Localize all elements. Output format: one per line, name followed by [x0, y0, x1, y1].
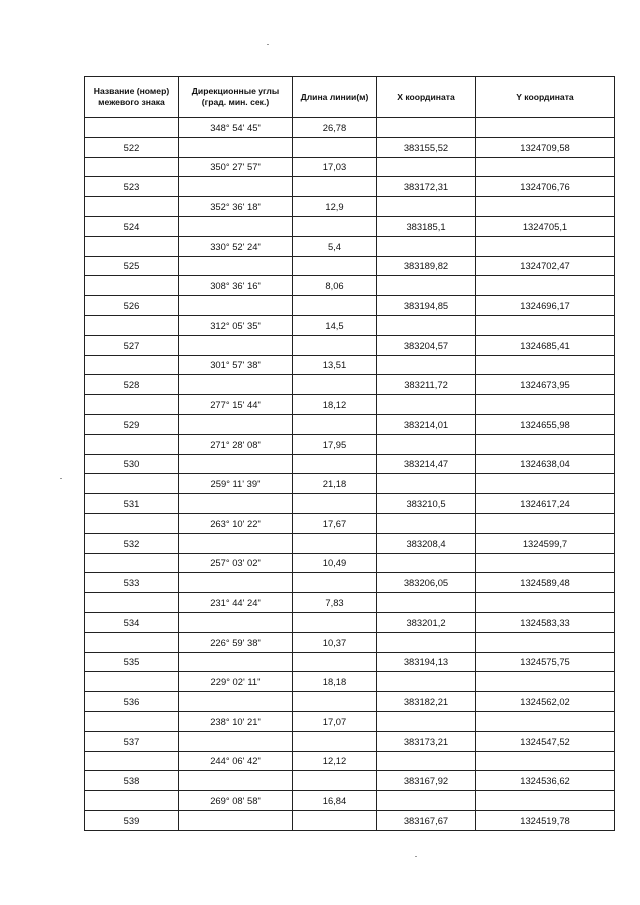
line-length-cell: 18,18	[293, 672, 377, 692]
point-row	[85, 216, 615, 236]
empty-length-cell	[293, 137, 377, 157]
empty-y-cell	[476, 157, 615, 177]
line-length-cell: 5,4	[293, 236, 377, 256]
empty-x-cell	[377, 632, 476, 652]
x-coordinate-cell: 383167,67	[377, 810, 476, 830]
empty-y-cell	[476, 276, 615, 296]
line-length-cell: 12,9	[293, 197, 377, 217]
y-coordinate-cell: 1324706,76	[476, 177, 615, 197]
empty-length-cell	[293, 335, 377, 355]
empty-length-cell	[293, 612, 377, 632]
empty-name-cell	[85, 355, 179, 375]
line-length-cell: 14,5	[293, 315, 377, 335]
x-coordinate-cell: 383214,47	[377, 454, 476, 474]
line-length-cell: 26,78	[293, 118, 377, 138]
line-length-cell: 17,67	[293, 513, 377, 533]
mark-name-cell: 530	[85, 454, 179, 474]
x-coordinate-cell: 383185,1	[377, 216, 476, 236]
y-coordinate-cell: 1324575,75	[476, 652, 615, 672]
point-row	[85, 454, 615, 474]
scan-speck	[267, 44, 269, 45]
line-row	[85, 751, 615, 771]
empty-y-cell	[476, 672, 615, 692]
empty-y-cell	[476, 434, 615, 454]
line-row	[85, 197, 615, 217]
empty-x-cell	[377, 276, 476, 296]
line-length-cell: 13,51	[293, 355, 377, 375]
empty-angle-cell	[179, 692, 293, 712]
y-coordinate-cell: 1324702,47	[476, 256, 615, 276]
header-mark-name: Название (номер) межевого знака	[85, 77, 179, 118]
empty-name-cell	[85, 197, 179, 217]
boundary-marks-table	[84, 76, 615, 831]
point-row	[85, 375, 615, 395]
table-header-row	[85, 77, 615, 118]
empty-y-cell	[476, 395, 615, 415]
mark-name-cell: 527	[85, 335, 179, 355]
y-coordinate-cell: 1324685,41	[476, 335, 615, 355]
line-length-cell: 16,84	[293, 791, 377, 811]
empty-length-cell	[293, 573, 377, 593]
empty-angle-cell	[179, 533, 293, 553]
line-row	[85, 553, 615, 573]
line-row	[85, 711, 615, 731]
x-coordinate-cell: 383194,85	[377, 296, 476, 316]
direction-angle-cell: 229° 02' 11"	[179, 672, 293, 692]
x-coordinate-cell: 383172,31	[377, 177, 476, 197]
empty-name-cell	[85, 751, 179, 771]
y-coordinate-cell: 1324696,17	[476, 296, 615, 316]
line-row	[85, 157, 615, 177]
empty-y-cell	[476, 593, 615, 613]
empty-y-cell	[476, 553, 615, 573]
empty-name-cell	[85, 236, 179, 256]
empty-y-cell	[476, 197, 615, 217]
empty-x-cell	[377, 395, 476, 415]
x-coordinate-cell: 383210,5	[377, 494, 476, 514]
empty-length-cell	[293, 652, 377, 672]
empty-name-cell	[85, 513, 179, 533]
direction-angle-cell: 308° 36' 16"	[179, 276, 293, 296]
point-row	[85, 256, 615, 276]
mark-name-cell: 528	[85, 375, 179, 395]
y-coordinate-cell: 1324599,7	[476, 533, 615, 553]
empty-length-cell	[293, 256, 377, 276]
empty-angle-cell	[179, 256, 293, 276]
scan-speck	[415, 856, 417, 857]
mark-name-cell: 536	[85, 692, 179, 712]
x-coordinate-cell: 383155,52	[377, 137, 476, 157]
empty-x-cell	[377, 236, 476, 256]
empty-y-cell	[476, 632, 615, 652]
empty-name-cell	[85, 474, 179, 494]
point-row	[85, 177, 615, 197]
x-coordinate-cell: 383211,72	[377, 375, 476, 395]
point-row	[85, 731, 615, 751]
line-length-cell: 17,03	[293, 157, 377, 177]
empty-y-cell	[476, 118, 615, 138]
empty-angle-cell	[179, 177, 293, 197]
mark-name-cell: 526	[85, 296, 179, 316]
y-coordinate-cell: 1324617,24	[476, 494, 615, 514]
line-length-cell: 21,18	[293, 474, 377, 494]
empty-length-cell	[293, 454, 377, 474]
point-row	[85, 652, 615, 672]
empty-angle-cell	[179, 810, 293, 830]
empty-x-cell	[377, 672, 476, 692]
mark-name-cell: 525	[85, 256, 179, 276]
empty-name-cell	[85, 434, 179, 454]
empty-angle-cell	[179, 216, 293, 236]
empty-y-cell	[476, 513, 615, 533]
direction-angle-cell: 350° 27' 57"	[179, 157, 293, 177]
y-coordinate-cell: 1324536,62	[476, 771, 615, 791]
line-row	[85, 118, 615, 138]
empty-name-cell	[85, 395, 179, 415]
empty-length-cell	[293, 375, 377, 395]
empty-name-cell	[85, 276, 179, 296]
empty-angle-cell	[179, 335, 293, 355]
empty-x-cell	[377, 157, 476, 177]
x-coordinate-cell: 383182,21	[377, 692, 476, 712]
line-row	[85, 672, 615, 692]
empty-y-cell	[476, 474, 615, 494]
table-body	[85, 118, 615, 831]
y-coordinate-cell: 1324547,52	[476, 731, 615, 751]
direction-angle-cell: 312° 05' 35"	[179, 315, 293, 335]
empty-name-cell	[85, 711, 179, 731]
point-row	[85, 573, 615, 593]
x-coordinate-cell: 383201,2	[377, 612, 476, 632]
x-coordinate-cell: 383214,01	[377, 414, 476, 434]
header-line-length: Длина линии(м)	[293, 77, 377, 118]
empty-x-cell	[377, 315, 476, 335]
mark-name-cell: 539	[85, 810, 179, 830]
line-length-cell: 10,49	[293, 553, 377, 573]
empty-x-cell	[377, 593, 476, 613]
empty-length-cell	[293, 296, 377, 316]
line-length-cell: 10,37	[293, 632, 377, 652]
x-coordinate-cell: 383206,05	[377, 573, 476, 593]
y-coordinate-cell: 1324562,02	[476, 692, 615, 712]
y-coordinate-cell: 1324638,04	[476, 454, 615, 474]
line-row	[85, 236, 615, 256]
line-row	[85, 434, 615, 454]
direction-angle-cell: 231° 44' 24"	[179, 593, 293, 613]
empty-name-cell	[85, 157, 179, 177]
empty-x-cell	[377, 118, 476, 138]
line-row	[85, 474, 615, 494]
mark-name-cell: 524	[85, 216, 179, 236]
direction-angle-cell: 259° 11' 39"	[179, 474, 293, 494]
line-length-cell: 12,12	[293, 751, 377, 771]
x-coordinate-cell: 383194,13	[377, 652, 476, 672]
y-coordinate-cell: 1324583,33	[476, 612, 615, 632]
mark-name-cell: 535	[85, 652, 179, 672]
empty-angle-cell	[179, 296, 293, 316]
empty-y-cell	[476, 355, 615, 375]
header-x-coordinate: X координата	[377, 77, 476, 118]
mark-name-cell: 538	[85, 771, 179, 791]
empty-length-cell	[293, 216, 377, 236]
line-length-cell: 17,07	[293, 711, 377, 731]
empty-x-cell	[377, 355, 476, 375]
direction-angle-cell: 330° 52' 24"	[179, 236, 293, 256]
empty-length-cell	[293, 533, 377, 553]
empty-angle-cell	[179, 494, 293, 514]
empty-length-cell	[293, 810, 377, 830]
point-row	[85, 612, 615, 632]
x-coordinate-cell: 383167,92	[377, 771, 476, 791]
mark-name-cell: 522	[85, 137, 179, 157]
empty-name-cell	[85, 553, 179, 573]
line-row	[85, 395, 615, 415]
empty-angle-cell	[179, 414, 293, 434]
line-row	[85, 593, 615, 613]
empty-name-cell	[85, 118, 179, 138]
y-coordinate-cell: 1324589,48	[476, 573, 615, 593]
empty-x-cell	[377, 751, 476, 771]
line-length-cell: 17,95	[293, 434, 377, 454]
x-coordinate-cell: 383204,57	[377, 335, 476, 355]
empty-angle-cell	[179, 137, 293, 157]
point-row	[85, 692, 615, 712]
empty-angle-cell	[179, 652, 293, 672]
point-row	[85, 810, 615, 830]
header-y-coordinate: Y координата	[476, 77, 615, 118]
line-length-cell: 8,06	[293, 276, 377, 296]
y-coordinate-cell: 1324709,58	[476, 137, 615, 157]
point-row	[85, 335, 615, 355]
direction-angle-cell: 352° 36' 18"	[179, 197, 293, 217]
point-row	[85, 137, 615, 157]
line-length-cell: 7,83	[293, 593, 377, 613]
y-coordinate-cell: 1324519,78	[476, 810, 615, 830]
empty-length-cell	[293, 177, 377, 197]
empty-x-cell	[377, 791, 476, 811]
scan-speck	[60, 478, 62, 479]
direction-angle-cell: 277° 15' 44"	[179, 395, 293, 415]
mark-name-cell: 529	[85, 414, 179, 434]
direction-angle-cell: 301° 57' 38"	[179, 355, 293, 375]
point-row	[85, 296, 615, 316]
empty-angle-cell	[179, 375, 293, 395]
empty-y-cell	[476, 315, 615, 335]
empty-x-cell	[377, 434, 476, 454]
empty-angle-cell	[179, 454, 293, 474]
mark-name-cell: 523	[85, 177, 179, 197]
empty-length-cell	[293, 692, 377, 712]
empty-length-cell	[293, 771, 377, 791]
point-row	[85, 771, 615, 791]
empty-x-cell	[377, 513, 476, 533]
empty-name-cell	[85, 632, 179, 652]
x-coordinate-cell: 383173,21	[377, 731, 476, 751]
line-row	[85, 276, 615, 296]
y-coordinate-cell: 1324655,98	[476, 414, 615, 434]
line-length-cell: 18,12	[293, 395, 377, 415]
line-row	[85, 791, 615, 811]
direction-angle-cell: 257° 03' 02"	[179, 553, 293, 573]
line-row	[85, 632, 615, 652]
empty-x-cell	[377, 197, 476, 217]
empty-x-cell	[377, 553, 476, 573]
empty-angle-cell	[179, 612, 293, 632]
point-row	[85, 533, 615, 553]
empty-x-cell	[377, 474, 476, 494]
empty-name-cell	[85, 791, 179, 811]
direction-angle-cell: 226° 59' 38"	[179, 632, 293, 652]
empty-y-cell	[476, 236, 615, 256]
empty-y-cell	[476, 751, 615, 771]
empty-length-cell	[293, 731, 377, 751]
empty-length-cell	[293, 494, 377, 514]
mark-name-cell: 531	[85, 494, 179, 514]
empty-length-cell	[293, 414, 377, 434]
empty-y-cell	[476, 711, 615, 731]
mark-name-cell: 534	[85, 612, 179, 632]
empty-angle-cell	[179, 573, 293, 593]
point-row	[85, 414, 615, 434]
line-row	[85, 513, 615, 533]
direction-angle-cell: 244° 06' 42"	[179, 751, 293, 771]
empty-name-cell	[85, 315, 179, 335]
mark-name-cell: 537	[85, 731, 179, 751]
line-row	[85, 315, 615, 335]
empty-name-cell	[85, 672, 179, 692]
mark-name-cell: 533	[85, 573, 179, 593]
y-coordinate-cell: 1324705,1	[476, 216, 615, 236]
direction-angle-cell: 263° 10' 22"	[179, 513, 293, 533]
y-coordinate-cell: 1324673,95	[476, 375, 615, 395]
header-direction-angle: Дирекционные углы (град. мин. сек.)	[179, 77, 293, 118]
empty-angle-cell	[179, 731, 293, 751]
empty-name-cell	[85, 593, 179, 613]
line-row	[85, 355, 615, 375]
x-coordinate-cell: 383208,4	[377, 533, 476, 553]
point-row	[85, 494, 615, 514]
x-coordinate-cell: 383189,82	[377, 256, 476, 276]
empty-x-cell	[377, 711, 476, 731]
direction-angle-cell: 269° 08' 58"	[179, 791, 293, 811]
mark-name-cell: 532	[85, 533, 179, 553]
empty-y-cell	[476, 791, 615, 811]
direction-angle-cell: 238° 10' 21"	[179, 711, 293, 731]
direction-angle-cell: 348° 54' 45"	[179, 118, 293, 138]
empty-angle-cell	[179, 771, 293, 791]
direction-angle-cell: 271° 28' 08"	[179, 434, 293, 454]
